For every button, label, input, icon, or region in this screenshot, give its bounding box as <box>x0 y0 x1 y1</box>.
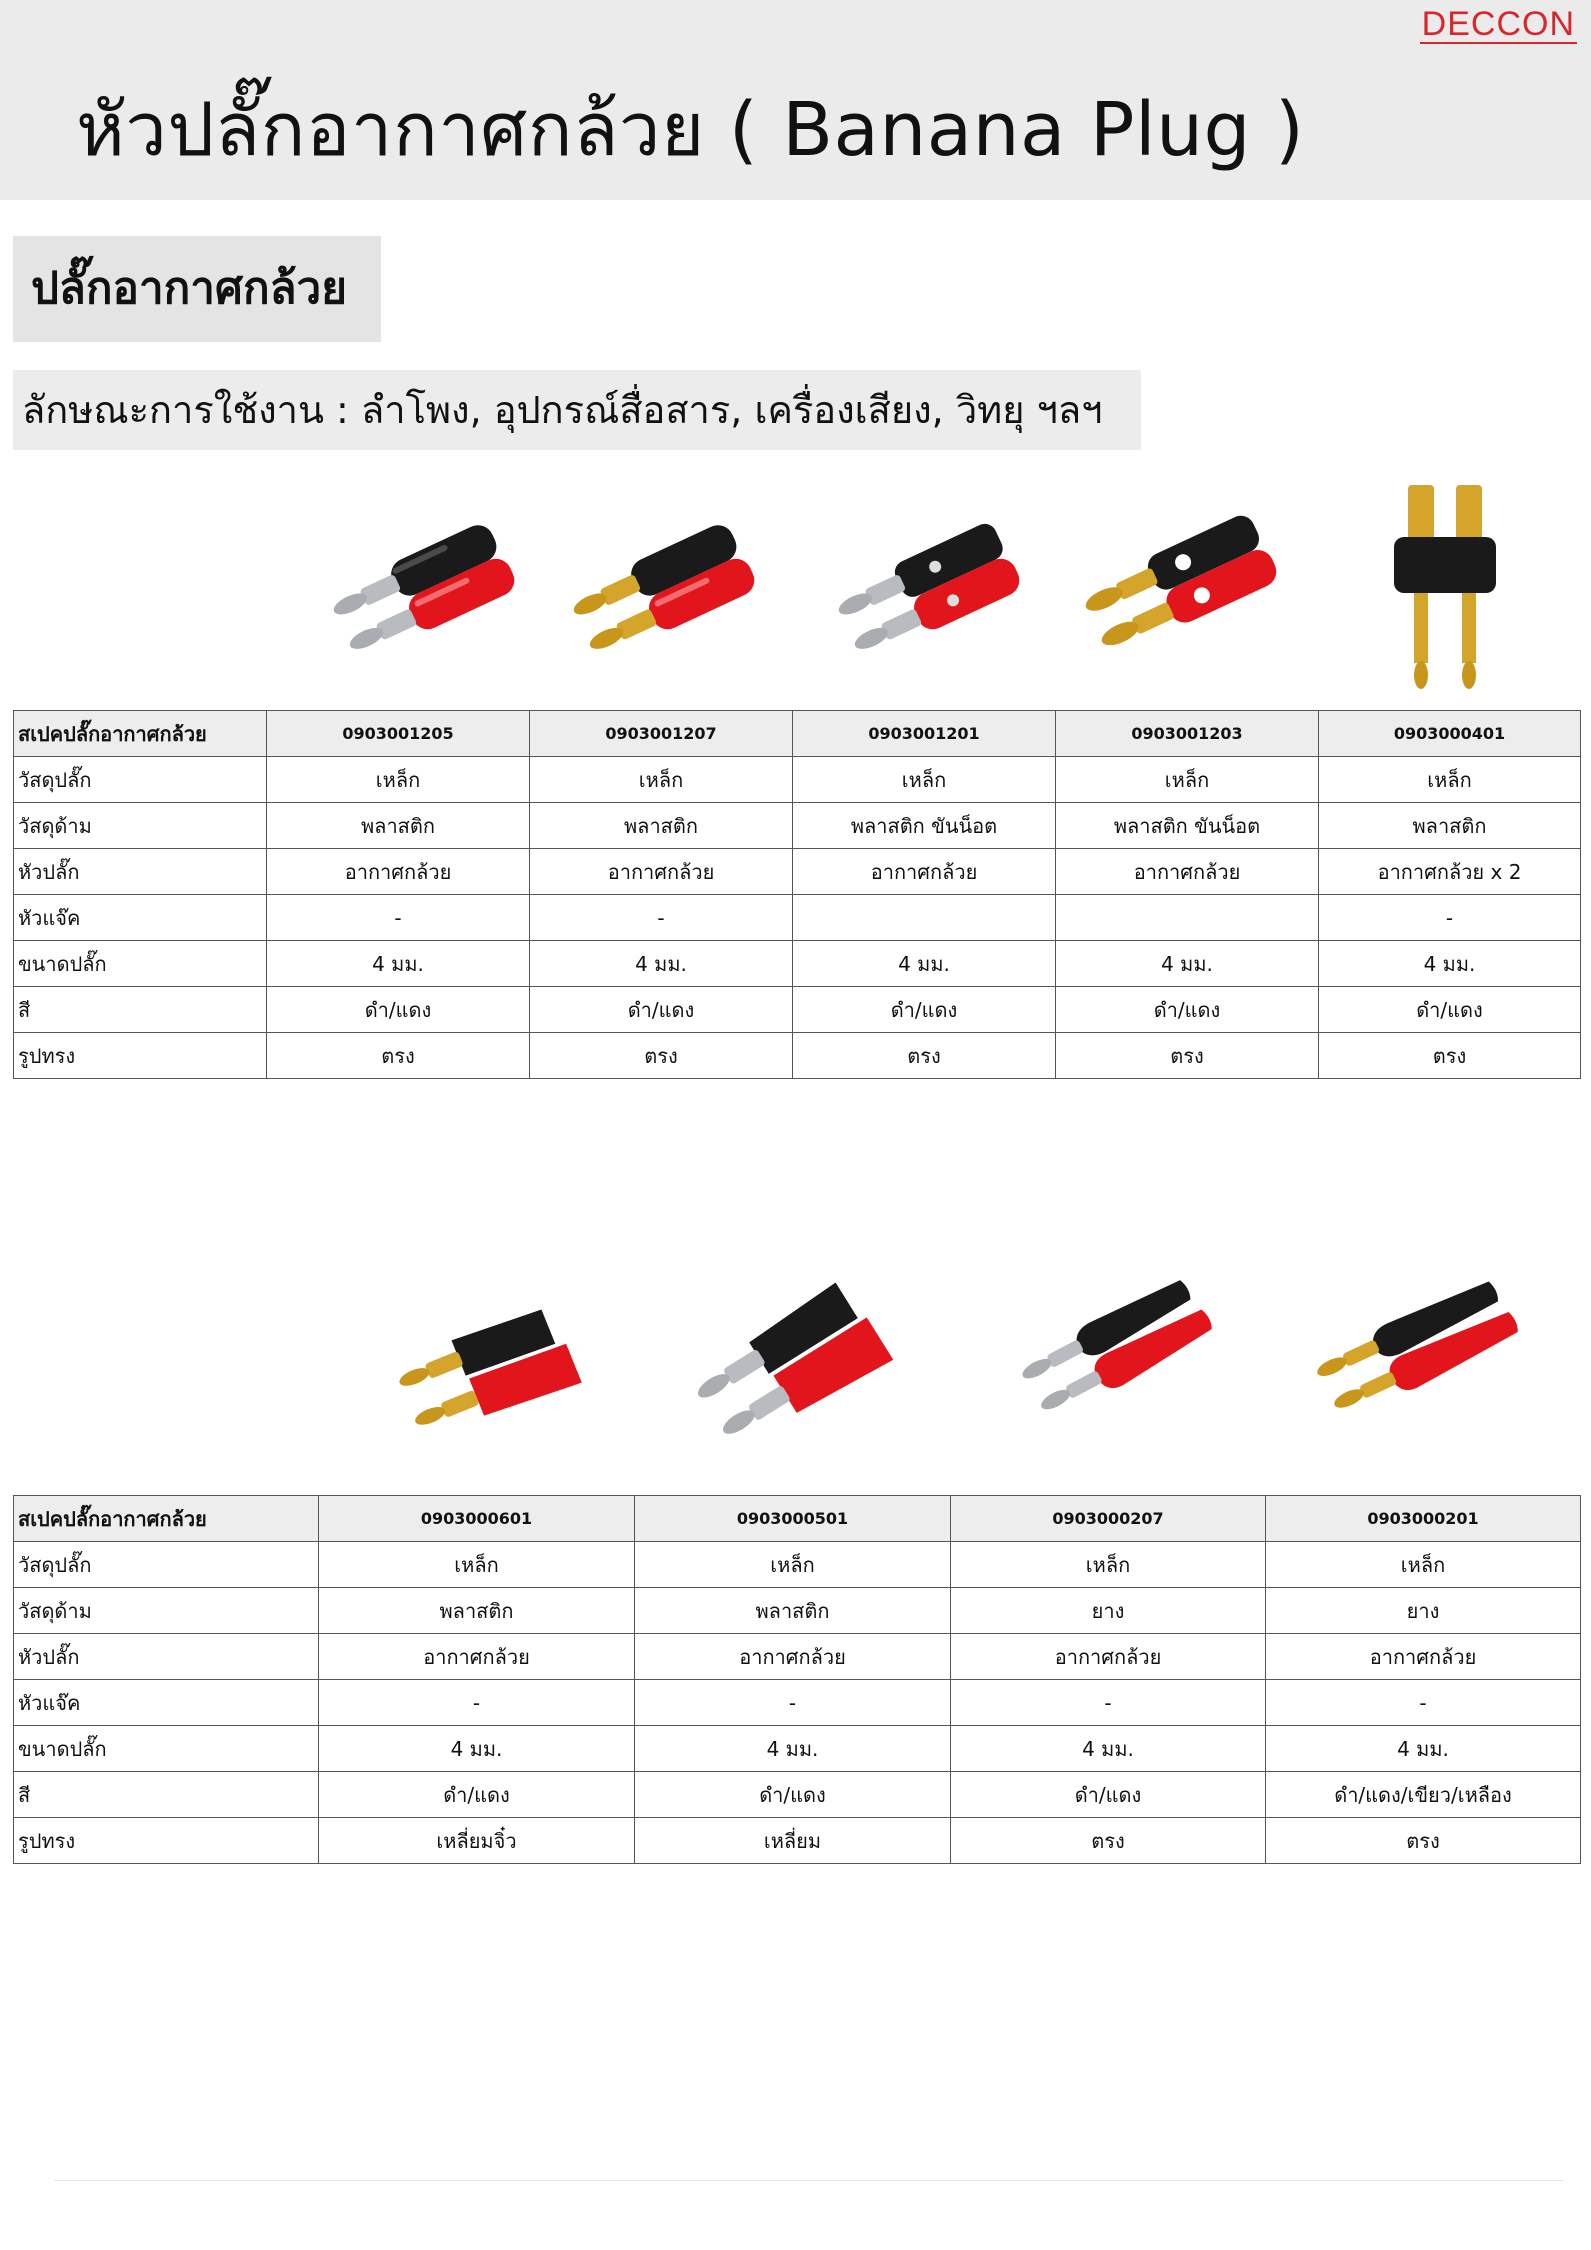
product-photo-0903001205 <box>330 510 530 675</box>
table-cell: 4 มม. <box>530 941 793 987</box>
table-cell: พลาสติก <box>530 803 793 849</box>
table-cell: พลาสติก <box>635 1588 951 1634</box>
table-row <box>14 987 1581 1033</box>
brand-logo: DECCON <box>1421 5 1575 43</box>
spec-table-1 <box>13 710 1581 1079</box>
table-cell: เหล็ก <box>267 757 530 803</box>
table-corner-label: สเปคปลั๊กอากาศกล้วย <box>14 711 267 757</box>
table-row <box>14 1588 1581 1634</box>
row-label: สี <box>14 987 267 1033</box>
table-cell: - <box>635 1680 951 1726</box>
table-cell: อากาศกล้วย x 2 <box>1319 849 1581 895</box>
table-cell: อากาศกล้วย <box>319 1634 635 1680</box>
table-cell: อากาศกล้วย <box>1056 849 1319 895</box>
table-cell: ดำ/แดง <box>319 1772 635 1818</box>
table-cell <box>1056 895 1319 941</box>
spec-table-2 <box>13 1495 1581 1864</box>
table-cell: ดำ/แดง/เขียว/เหลือง <box>1266 1772 1581 1818</box>
table-cell: ดำ/แดง <box>530 987 793 1033</box>
product-code-0903000207: 0903000207 <box>951 1496 1266 1542</box>
row-label: หัวปลั๊ก <box>14 849 267 895</box>
table-row <box>14 1634 1581 1680</box>
table-cell: พลาสติก <box>1319 803 1581 849</box>
table-cell: ตรง <box>530 1033 793 1079</box>
table-cell: อากาศกล้วย <box>793 849 1056 895</box>
product-photo-0903001201 <box>835 510 1035 675</box>
table-cell: 4 มม. <box>1266 1726 1581 1772</box>
table-cell: พลาสติก <box>267 803 530 849</box>
row-label: วัสดุปลั๊ก <box>14 1542 319 1588</box>
table-cell: เหลี่ยม <box>635 1818 951 1864</box>
table-cell: 4 มม. <box>319 1726 635 1772</box>
product-code-0903001207: 0903001207 <box>530 711 793 757</box>
table-row <box>14 1680 1581 1726</box>
row-label: วัสดุปลั๊ก <box>14 757 267 803</box>
row-label: หัวปลั๊ก <box>14 1634 319 1680</box>
table-row <box>14 941 1581 987</box>
row-label: วัสดุด้าม <box>14 1588 319 1634</box>
table-cell: อากาศกล้วย <box>530 849 793 895</box>
table-cell <box>793 895 1056 941</box>
row-label: หัวแจ๊ค <box>14 1680 319 1726</box>
table-cell: 4 มม. <box>793 941 1056 987</box>
table-cell: ตรง <box>267 1033 530 1079</box>
table-cell: เหล็ก <box>1266 1542 1581 1588</box>
table-cell: พลาสติก ขันน็อต <box>1056 803 1319 849</box>
table-header-row <box>14 711 1581 757</box>
table-cell: 4 มม. <box>951 1726 1266 1772</box>
table-cell: อากาศกล้วย <box>267 849 530 895</box>
product-code-0903000201: 0903000201 <box>1266 1496 1581 1542</box>
table-cell: 4 มม. <box>635 1726 951 1772</box>
table-cell: - <box>267 895 530 941</box>
table-row <box>14 1033 1581 1079</box>
table-cell: ตรง <box>951 1818 1266 1864</box>
product-photo-0903000201 <box>1305 1270 1525 1450</box>
table-cell: - <box>1266 1680 1581 1726</box>
row-label: ขนาดปลั๊ก <box>14 941 267 987</box>
product-photo-0903000401 <box>1390 485 1500 690</box>
row-label: รูปทรง <box>14 1818 319 1864</box>
table-cell: - <box>1319 895 1581 941</box>
table-cell: เหล็ก <box>319 1542 635 1588</box>
section-title: ปลั๊กอากาศกล้วย <box>13 236 381 342</box>
table-cell: เหล็ก <box>530 757 793 803</box>
product-photos-row-1 <box>0 470 1591 695</box>
row-label: ขนาดปลั๊ก <box>14 1726 319 1772</box>
table-cell: ยาง <box>951 1588 1266 1634</box>
product-code-0903000401: 0903000401 <box>1319 711 1581 757</box>
footer-divider <box>54 2180 1564 2181</box>
table-cell: เหลี่ยมจิ๋ว <box>319 1818 635 1864</box>
product-code-0903001201: 0903001201 <box>793 711 1056 757</box>
table-cell: ดำ/แดง <box>635 1772 951 1818</box>
product-photo-0903000501 <box>685 1270 895 1470</box>
table-cell: อากาศกล้วย <box>1266 1634 1581 1680</box>
table-row <box>14 895 1581 941</box>
table-row <box>14 757 1581 803</box>
table-cell: ดำ/แดง <box>1056 987 1319 1033</box>
product-code-0903001205: 0903001205 <box>267 711 530 757</box>
table-cell: ดำ/แดง <box>1319 987 1581 1033</box>
table-cell: ตรง <box>1056 1033 1319 1079</box>
table-cell: 4 มม. <box>1319 941 1581 987</box>
table-cell: ดำ/แดง <box>793 987 1056 1033</box>
table-cell: ดำ/แดง <box>267 987 530 1033</box>
table-cell: อากาศกล้วย <box>951 1634 1266 1680</box>
table-row <box>14 1818 1581 1864</box>
table-cell: 4 มม. <box>267 941 530 987</box>
usage-description: ลักษณะการใช้งาน : ลำโพง, อุปกรณ์สื่อสาร, เครื่องเสียง, วิทยุ ฯลฯ <box>13 370 1141 450</box>
table-row <box>14 803 1581 849</box>
row-label: หัวแจ๊ค <box>14 895 267 941</box>
table-cell: - <box>530 895 793 941</box>
product-photo-0903000601 <box>385 1290 585 1470</box>
table-cell: 4 มม. <box>1056 941 1319 987</box>
product-code-0903001203: 0903001203 <box>1056 711 1319 757</box>
table-cell: เหล็ก <box>951 1542 1266 1588</box>
table-header-row <box>14 1496 1581 1542</box>
table-row <box>14 1726 1581 1772</box>
table-cell: - <box>951 1680 1266 1726</box>
row-label: สี <box>14 1772 319 1818</box>
table-cell: พลาสติก ขันน็อต <box>793 803 1056 849</box>
page-header <box>0 0 1591 200</box>
table-cell: ตรง <box>793 1033 1056 1079</box>
row-label: วัสดุด้าม <box>14 803 267 849</box>
table-cell: เหล็ก <box>793 757 1056 803</box>
table-cell: - <box>319 1680 635 1726</box>
table-row <box>14 849 1581 895</box>
table-corner-label: สเปคปลั๊กอากาศกล้วย <box>14 1496 319 1542</box>
product-photo-0903001207 <box>570 510 770 675</box>
page-title: หัวปลั๊กอากาศกล้วย ( Banana Plug ) <box>76 87 1305 173</box>
table-cell: ตรง <box>1266 1818 1581 1864</box>
product-code-0903000601: 0903000601 <box>319 1496 635 1542</box>
table-cell: เหล็ก <box>1319 757 1581 803</box>
table-cell: ดำ/แดง <box>951 1772 1266 1818</box>
product-code-0903000501: 0903000501 <box>635 1496 951 1542</box>
table-cell: ยาง <box>1266 1588 1581 1634</box>
row-label: รูปทรง <box>14 1033 267 1079</box>
table-cell: เหล็ก <box>1056 757 1319 803</box>
product-photo-0903000207 <box>1010 1270 1220 1450</box>
product-photo-0903001203 <box>1080 505 1290 675</box>
table-row <box>14 1772 1581 1818</box>
table-cell: อากาศกล้วย <box>635 1634 951 1680</box>
table-row <box>14 1542 1581 1588</box>
table-cell: เหล็ก <box>635 1542 951 1588</box>
table-cell: พลาสติก <box>319 1588 635 1634</box>
product-photos-row-2 <box>0 1250 1591 1450</box>
table-cell: ตรง <box>1319 1033 1581 1079</box>
